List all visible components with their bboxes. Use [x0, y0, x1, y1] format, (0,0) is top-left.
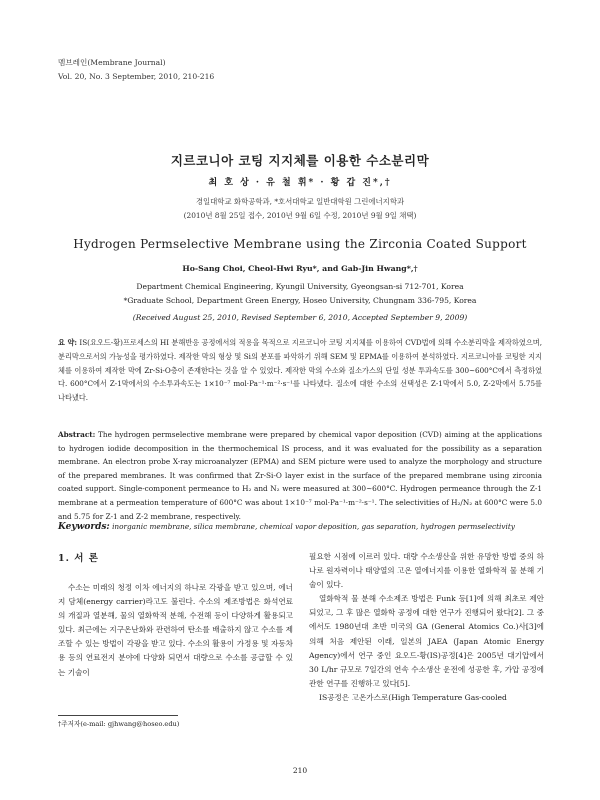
affiliation-english-1: Department Chemical Engineering, Kyungil University, Gyeongsan-si 712-701, Korea: [136, 282, 464, 291]
body-paragraph: IS공정은 고온가스로(High Temperature Gas-cooled: [319, 692, 507, 702]
body-paragraph: 수소는 미래의 청정 이차 에너지의 하나로 각광을 받고 있으며, 에너지 담체(energy carrier)라고도 불린다. 수소의 제조방법은 화석연료의 개질과 열분해, 물의 열화학적 분해, 수전해 등이 다양하게 활용되고 있다. 최근에는 지구온난화와 관련하여 탄소를 배출하지 않고 수소를 제조할 수 있는 방법이 각광을 받고 있다. 수소의 활용이 가정용 및 자동차용 등의 연료전지 분야에 다양화 되면서 대량으로 수소를 공급할 수 있는 기술이: [58, 583, 293, 677]
keywords-label: Keywords:: [58, 522, 110, 532]
keywords-line: [58, 522, 542, 532]
title-english: Hydrogen Permselective Membrane using the Zirconia Coated Support: [73, 237, 527, 251]
affiliation-english-2: *Graduate School, Department Green Energy, Hoseo University, Chungnam 336-795, Korea: [123, 296, 477, 305]
journal-header: [58, 56, 214, 84]
body-left-column: [58, 581, 293, 680]
affiliation-korean-block: [0, 195, 600, 222]
authors-english: Ho-Sang Choi, Cheol-Hwi Ryu*, and Gab-Jin Hwang*,†: [182, 264, 418, 273]
footnote-corresponding-author: †주저자(e-mail: gjhwang@hoseo.edu): [58, 720, 180, 728]
dates-english: (Received August 25, 2010, Revised September 6, 2010, Accepted September 9, 2009): [132, 313, 468, 322]
abstract-korean-text: IS(요오드-황)프로세스의 HI 분해반응 공정에서의 적용을 목적으로 지르코니아 코팅 지지체를 이용하여 CVD법에 의해 수소분리막을 제작하였으며, 분리막으로서의 가능성을 평가하였다. 제작한 막의 형상 및 Si의 분포를 파악하기 위해 SEM 및 EPMA를 이용하여 분석하였다. 지르코니아를 코팅한 지지체를 이용하여 제작한 막에 Zr-Si-O층이 존재한다는 것을 알 수 있었다. 제작한 막의 수소와 질소가스의 단일 성분 투과속도를 300~600°C에서 측정하였다. 600°C에서 Z-1막에서의 수소투과속도는 1×10⁻⁷ mol·Pa⁻¹·m⁻²·s⁻¹를 나타냈다. 질소에 대한 수소의 선택성은 Z-1막에서 5.0, Z-2막에서 5.75를 나타냈다.: [58, 338, 542, 403]
abstract-english-text: The hydrogen permselective membrane were prepared by chemical vapor deposition (CVD) aiming at the applications to hydrogen iodide decomposition in the thermochemical IS process, and it was evaluated for the possibility as a separation membrane. An electron probe X-ray microanalyzer (EPMA) and SEM picture were used to analyze the morphology and structure of the prepared membranes. It was confirmed that Zr-Si-O layer exist in the surface of the prepared membrane using zirconia coated support. Single-component permeance to H₂ and N₂ were measured at 300~600°C. Hydrogen permeance through the Z-1 membrane at a permeation temperature of 600°C was about 1×10⁻⁷ mol·Pa⁻¹·m⁻²·s⁻¹. The selectivities of H₂/N₂ at 600°C were 5.0 and 5.75 for Z-1 and Z-2 membrane, respectively.: [58, 430, 542, 521]
abstract-korean: [58, 336, 542, 405]
body-paragraph: 열화학적 물 분해 수소제조 방법은 Funk 등[1]에 의해 최초로 제안되었고, 그 후 많은 열화학 공정에 대한 연구가 진행되어 왔다[2]. 그 중에서도 1980년대 초반 미국의 GA (General Atomics Co.)사[3]에 의해 처음 제안된 이래, 일본의 JAEA (Japan Atomic Energy Agency)에서 연구 중인 요오드-황(IS)공정[4]은 2005년 대기압에서 30 L/hr 규모로 7일간의 연속 수소생산 운전에 성공한 후, 가압 공정에 관한 연구를 진행하고 있다[5].: [309, 594, 544, 688]
dates-korean: (2010년 8월 25일 접수, 2010년 9월 6일 수정, 2010년 9월 9일 채택): [183, 210, 417, 220]
journal-issue: Vol. 20, No. 3 September, 2010, 210-216: [58, 72, 215, 81]
body-right-column: [309, 550, 544, 705]
keywords-text: inorganic membrane, silica membrane, chemical vapor deposition, gas separation, hydrogen permselectivity: [112, 522, 515, 531]
title-korean: 지르코니아 코팅 지지체를 이용한 수소분리막: [170, 153, 430, 168]
section-heading-introduction: 1. 서 론: [58, 553, 99, 564]
footnote-divider: [58, 715, 178, 716]
page-number: 210: [292, 766, 308, 775]
authors-korean: 최 호 상 · 유 철 휘* · 황 갑 진*,†: [208, 178, 392, 188]
abstract-korean-label: 요 약:: [58, 338, 78, 347]
body-paragraph: 필요한 시점에 이르러 있다. 대량 수소생산을 위한 유망한 방법 중의 하나로 원자력이나 태양열의 고온 열에너지를 이용한 열화학적 물 분해 기술이 있다.: [309, 552, 544, 590]
abstract-english: [58, 428, 542, 523]
journal-name: 멤브레인(Membrane Journal): [58, 58, 166, 67]
affiliation-english-block: [0, 280, 600, 308]
affiliation-korean: 경일대학교 화학공학과, *호서대학교 일반대학원 그린에너지학과: [195, 197, 405, 206]
abstract-english-label: Abstract:: [58, 430, 96, 439]
